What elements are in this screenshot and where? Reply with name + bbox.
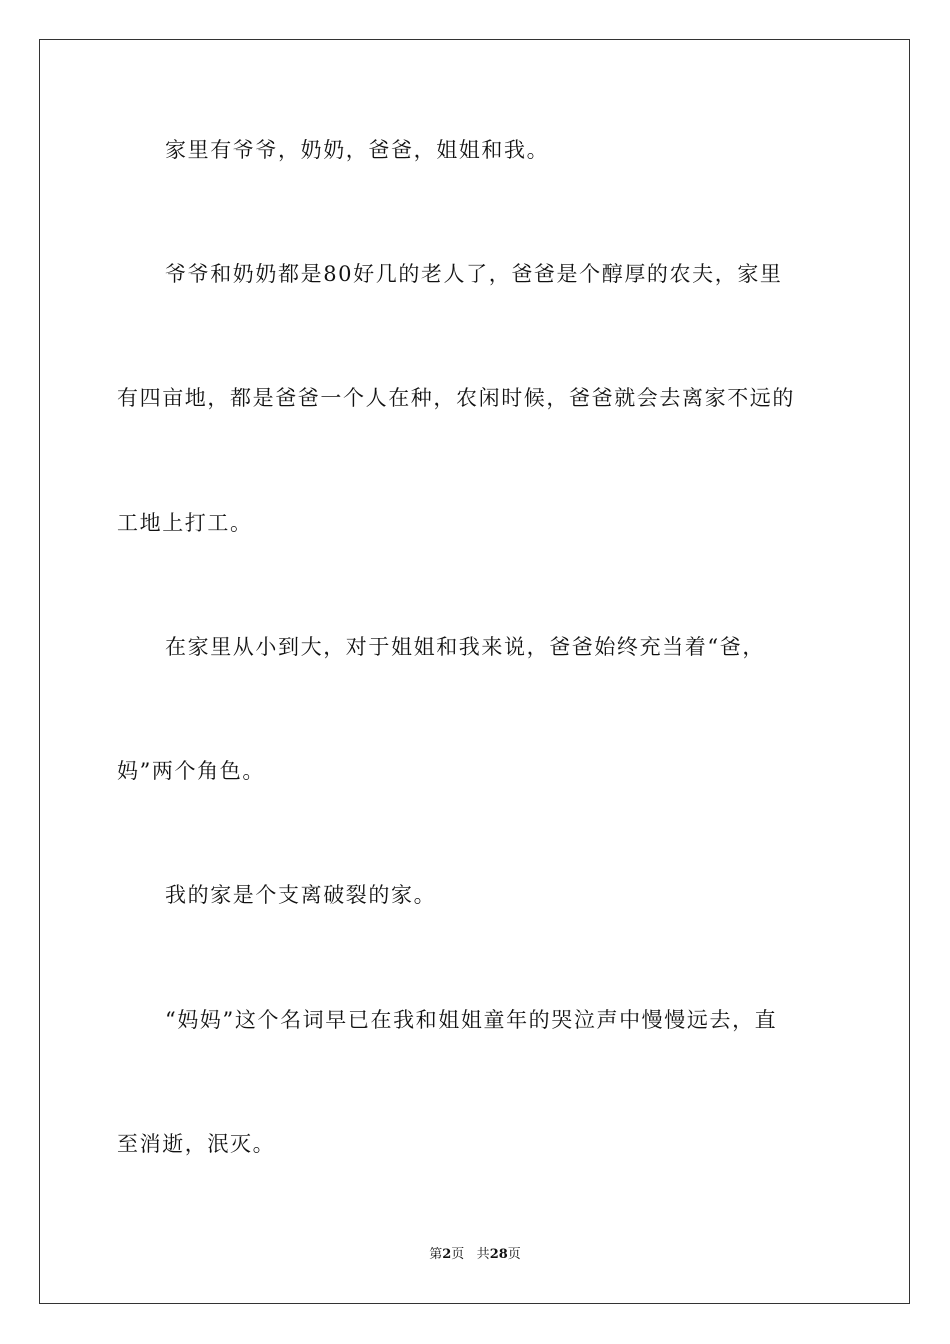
- page-border: [39, 39, 910, 1304]
- paragraph-line-9: 至消逝，泯灭。: [117, 1132, 276, 1156]
- paragraph-line-4: 工地上打工。: [117, 511, 253, 535]
- paragraph-line-1: 家里有爷爷，奶奶，爸爸，姐姐和我。: [165, 138, 550, 162]
- paragraph-line-5: 在家里从小到大，对于姐姐和我来说，爸爸始终充当着“爸，: [165, 635, 765, 659]
- footer-total-pages: 28: [489, 1247, 508, 1262]
- paragraph-line-6: 妈”两个角色。: [117, 759, 265, 783]
- footer-page-number: 2: [442, 1247, 452, 1262]
- paragraph-line-8: “妈妈”这个名词早已在我和姐姐童年的哭泣声中慢慢远去，直: [165, 1008, 778, 1032]
- footer-page-suffix: 页: [451, 1247, 465, 1262]
- footer-total-suffix: 页: [507, 1247, 521, 1262]
- paragraph-line-7: 我的家是个支离破裂的家。: [165, 883, 437, 907]
- footer-total-prefix: 共: [476, 1247, 490, 1262]
- paragraph-line-3: 有四亩地，都是爸爸一个人在种，农闲时候，爸爸就会去离家不远的: [117, 386, 795, 410]
- paragraph-line-2: 爷爷和奶奶都是80好几的老人了，爸爸是个醇厚的农夫，家里: [165, 262, 783, 286]
- footer-page-prefix: 第: [429, 1247, 443, 1262]
- page-footer: [0, 1246, 950, 1264]
